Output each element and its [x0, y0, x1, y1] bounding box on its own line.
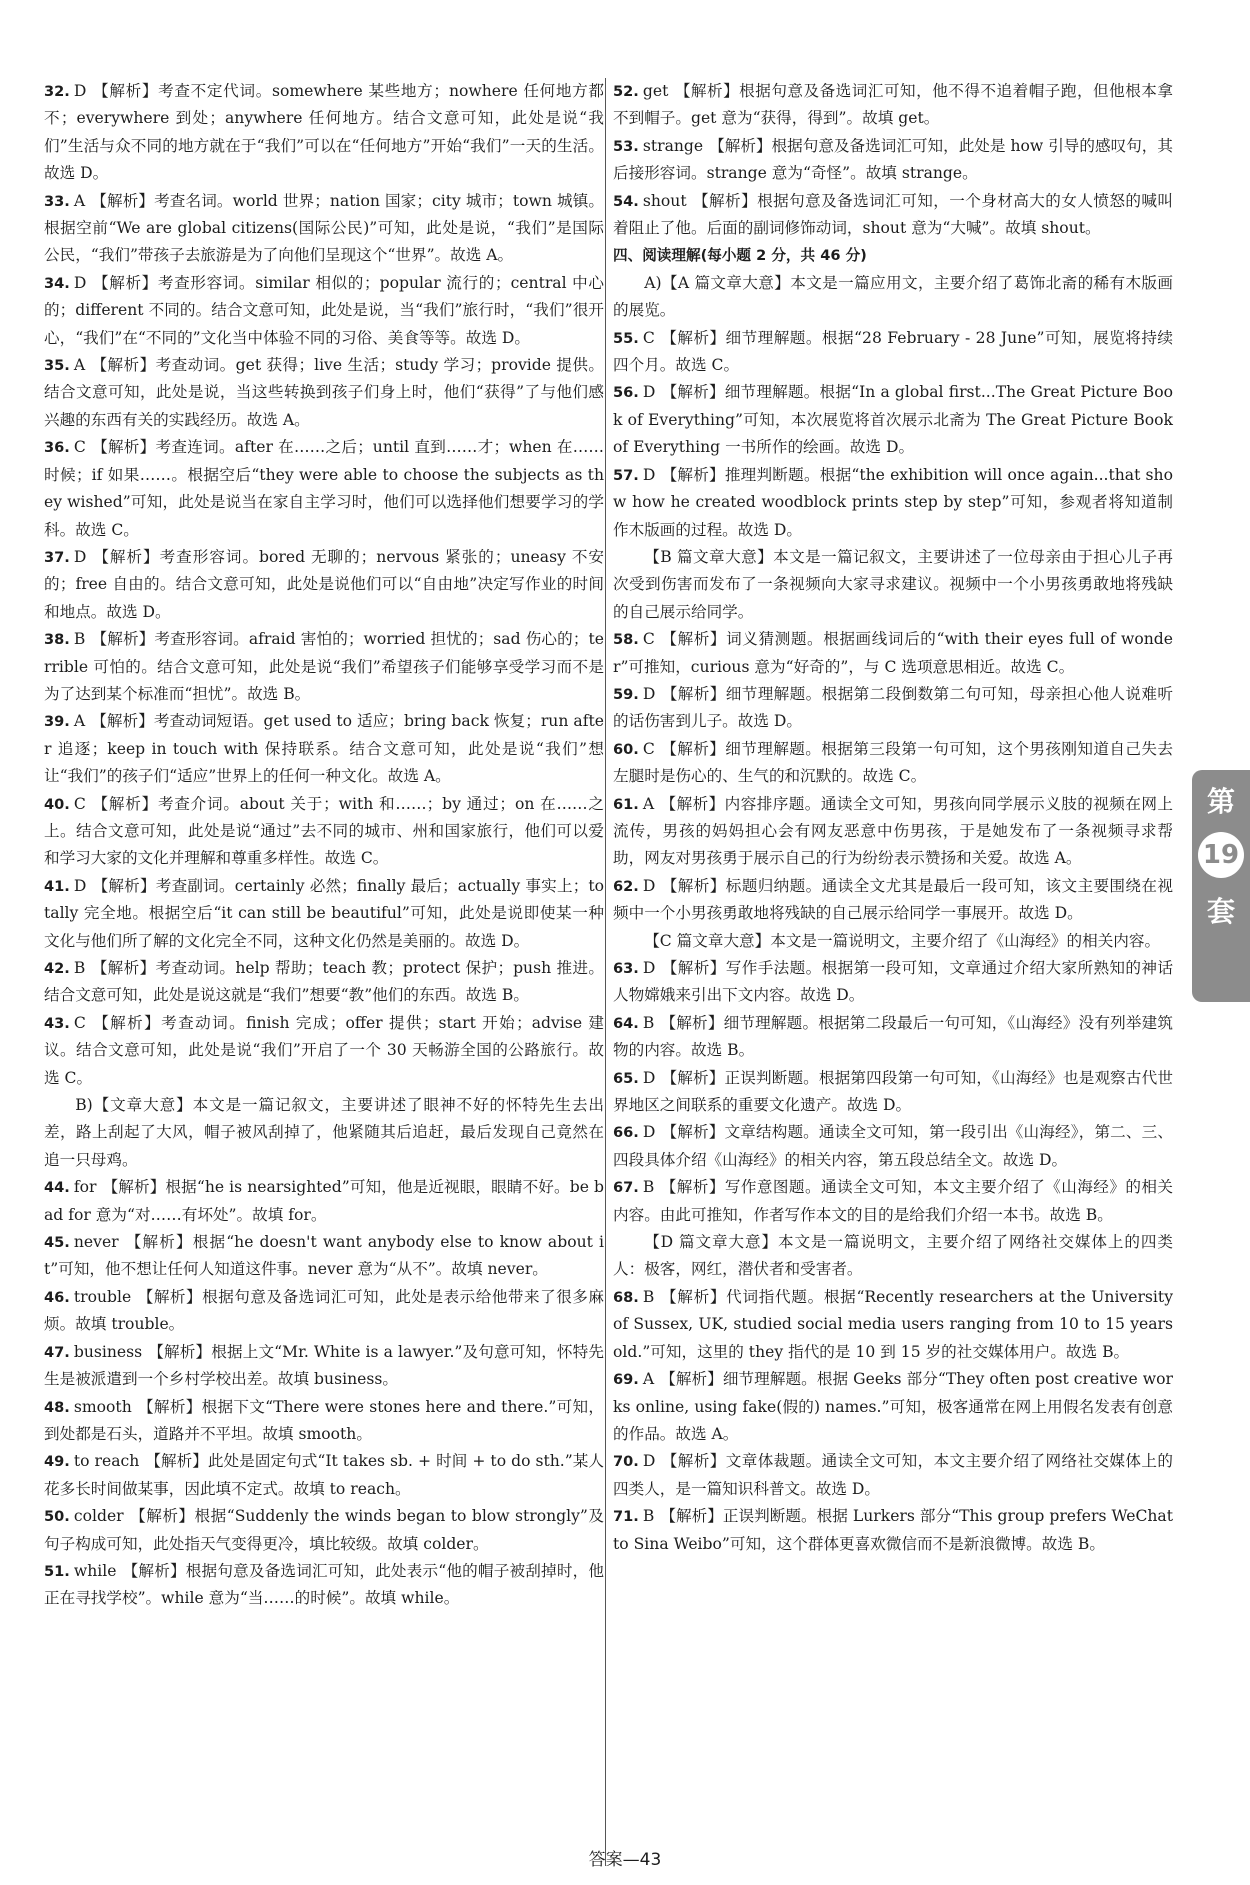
question-number: 55.	[613, 329, 639, 347]
explanation-text: 【解析】考查形容词。similar 相似的；popular 流行的；central 中心的；different 不同的。结合文意可知，此处是说，当“我们”旅行时，“我们”很开心，“我们”在“不同的”文化当中体验不同的习俗、美食等等。故选 D。	[44, 273, 604, 347]
explanation-text: 【解析】细节理解题。根据 Geeks 部分“They often post creative works online, using fake(假的) names.”可知，极客通常在网上用假名发表有创意的作品。故选 A。	[613, 1370, 1173, 1443]
tab-suffix: 套	[1206, 895, 1235, 928]
explanation-text: 【解析】根据下文“There were stones here and there.”可知，到处都是石头，道路并不平坦。故填 smooth。	[44, 1397, 604, 1443]
explanation-text: 【解析】正误判断题。根据第四段第一句可知，《山海经》也是观察古代世界地区之间联系的重要文化遗产。故选 D。	[613, 1068, 1173, 1115]
question-number: 65.	[613, 1069, 639, 1087]
question-number: 71.	[613, 1508, 639, 1526]
answer-item	[613, 955, 1173, 1010]
answer-item	[613, 1284, 1173, 1366]
answer-key: shout	[642, 191, 687, 210]
tab-prefix: 第	[1206, 785, 1235, 818]
answer-item	[44, 955, 604, 1010]
explanation-text: 【解析】文章结构题。通读全文可知，第一段引出《山海经》，第二、三、四段具体介绍《山海经》的相关内容，第五段总结全文。故选 D。	[613, 1123, 1173, 1169]
answer-item	[613, 1366, 1173, 1448]
section-heading	[613, 242, 1173, 269]
answer-item	[613, 462, 1173, 544]
explanation-text: 【解析】细节理解题。根据“In a global first...The Great Picture Book of Everything”可知，本次展览将首次展示北斋为 The Great Picture Book of Everything 一书所作的绘画。故选 D。	[613, 383, 1173, 457]
answer-key: A	[73, 356, 86, 375]
answer-key: D	[642, 1123, 656, 1142]
explanation-text: 【解析】根据“Suddenly the winds began to blow strongly”及句子构成可知，此处指天气变得更冷，填比较级。故填 colder。	[44, 1507, 604, 1553]
question-number: 69.	[613, 1371, 639, 1389]
explanation-text: 【解析】细节理解题。根据第二段倒数第二句可知，母亲担心他人说难听的话伤害到儿子。故选 D。	[613, 684, 1173, 731]
question-number: 57.	[613, 466, 639, 484]
explanation-text: 【解析】根据句意及备选词汇可知，此处是 how 引导的感叹句，其后接形容词。strange 意为“奇怪”。故填 strange。	[613, 136, 1173, 183]
answer-key: C	[642, 739, 655, 758]
answer-key: D	[73, 82, 87, 100]
explanation-text: 【解析】考查形容词。bored 无聊的；nervous 紧张的；uneasy 不安的；free 自由的。结合文意可知，此处是说他们可以“自由地”决定写作业的时间和地点。故选 D。	[44, 547, 604, 621]
answer-item	[44, 1284, 604, 1339]
answer-key: D	[642, 959, 656, 977]
answer-item	[44, 1448, 604, 1503]
answer-item	[613, 626, 1173, 681]
answer-item	[613, 1174, 1173, 1229]
answer-item	[44, 626, 604, 708]
right-column	[613, 78, 1173, 1558]
answer-key: D	[642, 1452, 656, 1471]
answer-key: smooth	[73, 1397, 132, 1416]
question-number: 61.	[613, 795, 639, 813]
answer-item	[613, 133, 1173, 188]
question-number: 40.	[44, 795, 70, 813]
answer-item	[44, 1339, 604, 1394]
answer-item	[613, 1448, 1173, 1503]
answer-key: strange	[642, 136, 704, 155]
answer-key: B	[642, 1013, 655, 1032]
question-number: 53.	[613, 137, 639, 155]
explanation-text: 【解析】考查动词。help 帮助；teach 教；protect 保护；push 推进。结合文意可知，此处是说这就是“我们”想要“教”他们的东西。故选 B。	[44, 959, 604, 1005]
answer-item	[44, 708, 604, 790]
answer-key: B	[642, 1178, 655, 1197]
question-number: 44.	[44, 1179, 70, 1197]
answer-key: D	[642, 1068, 656, 1087]
answer-key: D	[642, 383, 656, 402]
explanation-text: 【解析】根据句意及备选词汇可知，此处是表示给他带来了很多麻烦。故填 trouble。	[44, 1287, 604, 1334]
answer-key: trouble	[73, 1287, 132, 1306]
explanation-text: 【解析】正误判断题。根据 Lurkers 部分“This group prefers WeChat to Sina Weibo”可知，这个群体更喜欢微信而不是新浪微博。故选 B。	[613, 1507, 1173, 1553]
explanation-text: 【解析】此处是固定句式“It takes sb. + 时间 + to do sth.”某人花多长时间做某事，因此填不定式。故填 to reach。	[44, 1452, 604, 1498]
passage-summary: 【C 篇文章大意】本文是一篇说明文，主要介绍了《山海经》的相关内容。	[644, 931, 1161, 950]
question-number: 49.	[44, 1453, 70, 1471]
column-divider	[605, 78, 606, 1866]
question-number: 35.	[44, 357, 70, 375]
section-heading-text: 四、阅读理解(每小题 2 分，共 46 分)	[613, 247, 867, 265]
explanation-text: 【解析】考查不定代词。somewhere 某些地方；nowhere 任何地方都不；everywhere 到处；anywhere 任何地方。结合文意可知，此处是说“我们”生活与众不同的地方就在于“我们”可以在“任何地方”开始“我们”一天的生活。故选 D。	[44, 82, 604, 183]
passage-summary: 【B 篇文章大意】本文是一篇记叙文，主要讲述了一位母亲由于担心儿子再次受到伤害而发布了一条视频向大家寻求建议。视频中一个小男孩勇敢地将残缺的自己展示给同学。	[613, 547, 1173, 621]
answer-item	[613, 188, 1173, 243]
answer-key: B	[642, 1507, 655, 1526]
question-number: 43.	[44, 1014, 70, 1032]
question-number: 67.	[613, 1179, 639, 1197]
explanation-text: 【解析】考查副词。certainly 必然；finally 最后；actually 事实上；totally 完全地。根据空后“it can still be beautiful”可知，此处是说即使某一种文化与他们所了解的文化完全不同，这种文化仍然是美丽的。故选 D。	[44, 876, 604, 950]
answer-item	[613, 736, 1173, 791]
explanation-text: 【解析】细节理解题。根据“28 February - 28 June”可知，展览将持续四个月。故选 C。	[613, 328, 1173, 375]
question-number: 48.	[44, 1398, 70, 1416]
answer-key: A	[642, 1370, 655, 1389]
question-number: 66.	[613, 1124, 639, 1142]
answer-key: B	[73, 959, 86, 977]
answer-item	[44, 1394, 604, 1449]
question-number: 56.	[613, 384, 639, 402]
answer-item	[44, 1503, 604, 1558]
answer-key: while	[73, 1561, 117, 1580]
explanation-text: 【解析】细节理解题。根据第三段第一句可知，这个男孩刚知道自己失去左腿时是伤心的、生气的和沉默的。故选 C。	[613, 739, 1173, 786]
question-number: 36.	[44, 439, 70, 457]
answer-item	[44, 270, 604, 352]
explanation-text: 【解析】写作意图题。通读全文可知，本文主要介绍了《山海经》的相关内容。由此可推知，作者写作本文的目的是给我们介绍一本书。故选 B。	[613, 1178, 1173, 1224]
answer-key: D	[73, 273, 87, 292]
question-number: 39.	[44, 713, 70, 731]
answer-key: D	[642, 876, 656, 895]
answer-item	[613, 1119, 1173, 1174]
answer-key: B	[73, 630, 86, 649]
left-column	[44, 78, 604, 1613]
question-number: 45.	[44, 1234, 70, 1252]
answer-key: A	[73, 191, 86, 210]
answer-key: A	[642, 794, 655, 813]
answer-key: C	[73, 438, 86, 457]
passage-summary: A)【A 篇文章大意】本文是一篇应用文，主要介绍了葛饰北斋的稀有木版画的展览。	[613, 273, 1173, 320]
answer-key: get	[642, 82, 669, 100]
answer-item	[44, 352, 604, 434]
answer-key: never	[73, 1233, 119, 1252]
explanation-text: 【解析】考查动词。get 获得；live 生活；study 学习；provide 提供。结合文意可知，此处是说，当这些转换到孩子们身上时，他们“获得”了与他们感兴趣的东西有关的实践经历。故选 A。	[44, 356, 604, 429]
answer-key: B	[642, 1287, 655, 1306]
answer-item	[613, 1503, 1173, 1558]
question-number: 58.	[613, 631, 639, 649]
set-number-tab	[1192, 770, 1250, 1002]
question-number: 51.	[44, 1562, 70, 1580]
explanation-text: 【解析】根据“he doesn't want anybody else to know about it”可知，他不想让任何人知道这件事。never 意为“从不”。故填 never。	[44, 1233, 604, 1279]
answer-item	[613, 1010, 1173, 1065]
explanation-text: 【解析】考查形容词。afraid 害怕的；worried 担忧的；sad 伤心的；terrible 可怕的。结合文意可知，此处是说“我们”希望孩子们能够享受学习而不是为了达到某个标准而“担忧”。故选 B。	[44, 630, 604, 703]
page-footer: 答案—43	[588, 1850, 662, 1870]
answer-key: D	[642, 684, 656, 703]
explanation-text: 【解析】词义猜测题。根据画线词后的“with their eyes full of wonder”可推知，curious 意为“好奇的”，与 C 选项意思相近。故选 C。	[613, 630, 1173, 676]
question-number: 50.	[44, 1508, 70, 1526]
passage-summary: 【D 篇文章大意】本文是一篇说明文，主要介绍了网络社交媒体上的四类人：极客，网红，潜伏者和受害者。	[613, 1233, 1173, 1279]
explanation-text: 【解析】内容排序题。通读全文可知，男孩向同学展示义肢的视频在网上流传，男孩的妈妈担心会有网友恶意中伤男孩，于是她发布了一条视频寻求帮助，网友对男孩勇于展示自己的行为纷纷表示赞扬和关爱。故选 A。	[613, 794, 1173, 868]
explanation-text: 【解析】根据上文“Mr. White is a lawyer.”及句意可知，怀特先生是被派遣到一个乡村学校出差。故填 business。	[44, 1342, 604, 1389]
question-number: 59.	[613, 685, 639, 703]
answer-item	[613, 325, 1173, 380]
answer-key: for	[73, 1178, 97, 1197]
answer-item	[44, 1174, 604, 1229]
answer-item	[44, 791, 604, 873]
question-number: 38.	[44, 631, 70, 649]
question-number: 52.	[613, 83, 639, 100]
explanation-text: 【解析】写作手法题。根据第一段可知，文章通过介绍大家所熟知的神话人物嫦娥来引出下文内容。故选 D。	[613, 959, 1173, 1005]
explanation-text: 【解析】根据句意及备选词汇可知，此处表示“他的帽子被刮掉时，他正在寻找学校”。while 意为“当……的时候”。故填 while。	[44, 1561, 604, 1608]
answer-item	[44, 1229, 604, 1284]
question-number: 46.	[44, 1288, 70, 1306]
answer-item	[613, 681, 1173, 736]
question-number: 42.	[44, 960, 70, 977]
answer-item	[613, 791, 1173, 873]
answer-item	[44, 544, 604, 626]
question-number: 37.	[44, 548, 70, 566]
tab-number: 19	[1198, 832, 1244, 878]
explanation-text: 【解析】推理判断题。根据“the exhibition will once again...that show how he created woodblock prints step by step”可知，参观者将知道制作木版画的过程。故选 D。	[613, 465, 1173, 539]
explanation-text: 【解析】标题归纳题。通读全文尤其是最后一段可知，该文主要围绕在视频中一个小男孩勇敢地将残缺的自己展示给同学一事展开。故选 D。	[613, 876, 1173, 923]
question-number: 47.	[44, 1343, 70, 1361]
explanation-text: 【解析】考查介词。about 关于；with 和……；by 通过；on 在……之上。结合文意可知，此处是说“通过”去不同的城市、州和国家旅行，他们可以爱和学习大家的文化并理解和尊重多样性。故选 C。	[44, 794, 604, 868]
explanation-text: 【解析】根据句意及备选词汇可知，他不得不追着帽子跑，但他根本拿不到帽子。get 意为“获得，得到”。故填 get。	[613, 82, 1173, 128]
explanation-text: 【解析】细节理解题。根据第二段最后一句可知，《山海经》没有列举建筑物的内容。故选 B。	[613, 1013, 1173, 1060]
answer-key: D	[73, 547, 87, 566]
explanation-text: 【解析】根据句意及备选词汇可知，一个身材高大的女人愤怒的喊叫着阻止了他。后面的副词修饰动词，shout 意为“大喊”。故填 shout。	[613, 191, 1173, 238]
explanation-text: 【解析】根据“he is nearsighted”可知，他是近视眼，眼睛不好。be bad for 意为“对……有坏处”。故填 for。	[44, 1178, 604, 1224]
question-number: 41.	[44, 877, 70, 895]
answer-key: colder	[73, 1507, 124, 1526]
answer-item	[44, 1558, 604, 1613]
question-number: 68.	[613, 1288, 639, 1306]
question-number: 63.	[613, 960, 639, 977]
answer-item	[44, 434, 604, 544]
answer-item	[613, 78, 1173, 133]
explanation-text: 【解析】考查动词短语。get used to 适应；bring back 恢复；run after 追逐；keep in touch with 保持联系。结合文意可知，此处是说“我们”想让“我们”的孩子们“适应”世界上的任何一种文化。故选 A。	[44, 712, 604, 786]
answer-key: business	[73, 1342, 143, 1361]
answer-key: C	[73, 1013, 86, 1032]
question-number: 32.	[44, 83, 70, 100]
answer-item	[613, 379, 1173, 461]
answer-item	[44, 873, 604, 955]
question-number: 34.	[44, 274, 70, 292]
question-number: 70.	[613, 1453, 639, 1471]
answer-key: D	[73, 876, 87, 895]
answer-key: A	[73, 712, 86, 731]
question-number: 64.	[613, 1014, 639, 1032]
explanation-text: 【解析】考查连词。after 在……之后；until 直到……才；when 在……时候；if 如果……。根据空后“they were able to choose the subjects as they wished”可知，此处是说当在家自主学习时，他们可以选择他们想要学习的学科。故选 C。	[44, 438, 604, 539]
explanation-text: 【解析】考查动词。finish 完成；offer 提供；start 开始；advise 建议。结合文意可知，此处是说“我们”开启了一个 30 天畅游全国的公路旅行。故选 C。	[44, 1013, 604, 1087]
question-number: 54.	[613, 192, 639, 210]
answer-key: D	[642, 465, 656, 484]
explanation-text: 【解析】考查名词。world 世界；nation 国家；city 城市；town 城镇。根据空前“We are global citizens(国际公民)”可知，此处是说，“我们”是国际公民，“我们”带孩子去旅游是为了向他们呈现这个“世界”。故选 A。	[44, 191, 604, 265]
answer-item	[613, 873, 1173, 928]
answer-key: C	[642, 630, 655, 649]
answer-key: to reach	[73, 1452, 140, 1471]
explanation-text: 【解析】代词指代题。根据“Recently researchers at the University of Sussex, UK, studied social media users ranging from 10 to 15 years old.”可知，这里的 they 指代的是 10 到 15 岁的社交媒体用户。故选 B。	[613, 1287, 1173, 1361]
passage-summary: B)【文章大意】本文是一篇记叙文，主要讲述了眼神不好的怀特先生去出差，路上刮起了大风，帽子被风刮掉了，他紧随其后追赶，最后发现自己竟然在追一只母鸡。	[44, 1096, 604, 1169]
question-number: 62.	[613, 877, 639, 895]
question-number: 60.	[613, 740, 639, 758]
answer-item	[44, 188, 604, 270]
answer-item	[44, 1010, 604, 1092]
answer-item	[44, 78, 604, 188]
answer-key: C	[642, 328, 655, 347]
answer-item	[613, 1065, 1173, 1120]
answer-key: C	[73, 794, 86, 813]
question-number: 33.	[44, 192, 70, 210]
explanation-text: 【解析】文章体裁题。通读全文可知，本文主要介绍了网络社交媒体上的四类人，是一篇知识科普文。故选 D。	[613, 1452, 1173, 1498]
